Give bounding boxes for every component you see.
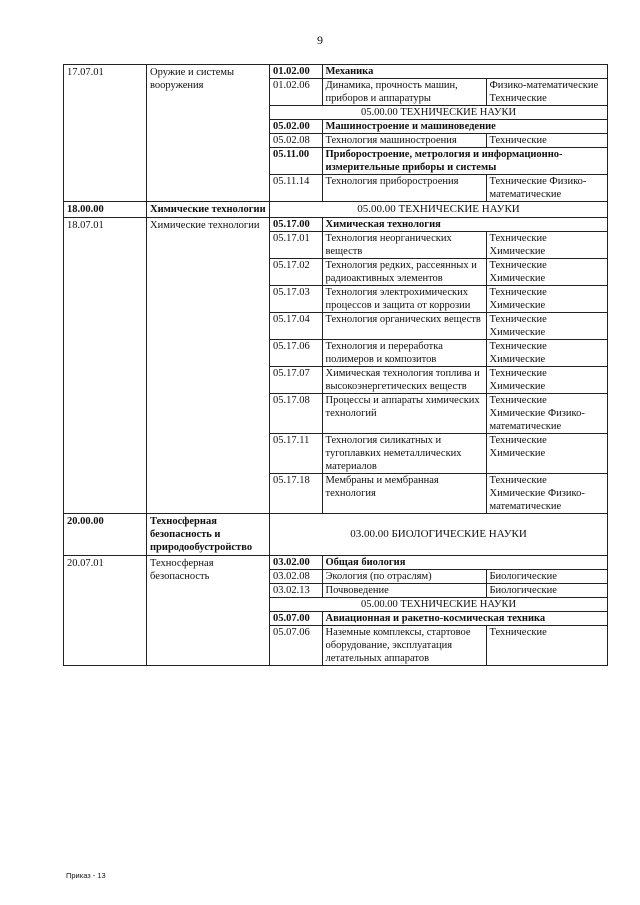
sub-row [270,79,607,106]
sub-code: 01.02.00 [270,65,322,79]
row-name: Химические технологии [147,202,270,218]
sub-code: 03.02.00 [270,556,322,570]
table-row [64,556,608,666]
sub-code: 03.02.08 [270,570,322,584]
row-code: 18.07.01 [64,218,147,514]
sub-row [270,286,607,313]
sub-row [270,175,607,202]
sub-code: 05.17.11 [270,434,322,474]
sub-field: Технические Химические [486,340,607,367]
page-number: 9 [317,33,323,47]
sub-row [270,259,607,286]
sub-row [270,232,607,259]
subtable [270,556,607,665]
sub-row [270,570,607,584]
sub-name: Экология (по отраслям) [322,570,486,584]
sub-row [270,65,607,79]
sub-row [270,218,607,232]
sub-code: 05.17.06 [270,340,322,367]
sub-field: Технические Химические [486,313,607,340]
sub-code: 05.07.00 [270,612,322,626]
subtable [270,218,607,513]
sub-row [270,367,607,394]
sub-code: 05.17.08 [270,394,322,434]
table-row [64,514,608,556]
sub-row [270,340,607,367]
sub-code: 05.11.14 [273,176,310,187]
row-name: Техносферная безопасность [147,556,270,666]
sub-field: Технические Химические Физико-математические [486,474,607,514]
sub-field: Технические Химические [486,367,607,394]
sub-field: Биологические [486,584,607,598]
sub-row [270,148,607,175]
section-heading: 05.00.00 ТЕХНИЧЕСКИЕ НАУКИ [270,598,607,612]
table-row [64,218,608,514]
sub-row [270,474,607,514]
sub-name: Почвоведение [322,584,486,598]
subtable [270,65,607,201]
row-code: 18.00.00 [64,202,147,218]
sub-row [270,626,607,666]
sub-field: Технические Химические Физико-математические [486,394,607,434]
sub-field: Технические Химические [486,232,607,259]
sub-name: Технология электрохимических процессов и защита от коррозии [322,286,486,313]
sub-code: 05.17.07 [270,367,322,394]
footer-label: Приказ - 13 [66,871,106,880]
sub-field: Технические Физико-математические [486,175,607,202]
sub-code: 05.07.06 [273,627,310,638]
sub-row [270,120,607,134]
sub-name: Машиностроение и машиноведение [322,120,607,134]
sub-code: 05.11.00 [270,148,322,175]
sub-name: Технология силикатных и тугоплавких неметаллических материалов [322,434,486,474]
section-row [270,598,607,612]
row-code: 17.07.01 [64,65,147,202]
sub-field: Физико-математические Технические [486,79,607,106]
sub-code: 05.02.00 [270,120,322,134]
sub-name: Технология органических веществ [322,313,486,340]
sub-row [270,612,607,626]
sub-field: Биологические [486,570,607,584]
sub-row [270,556,607,570]
sub-code: 05.17.00 [270,218,322,232]
sub-name: Технология машиностроения [322,134,486,148]
sub-name: Технология и переработка полимеров и композитов [322,340,486,367]
sub-name: Мембраны и мембранная технология [322,474,486,514]
sub-code: 05.17.18 [273,475,310,486]
sub-name: Наземные комплексы, стартовое оборудование, эксплуатация летательных аппаратов [322,626,486,666]
row-name: Техносферная безопасность и природообустройство [147,514,270,556]
sub-code: 01.02.06 [270,79,322,106]
sub-name: Общая биология [322,556,607,570]
section-row [270,106,607,120]
sub-name: Химическая технология топлива и высокоэнергетических веществ [322,367,486,394]
section-heading: 03.00.00 БИОЛОГИЧЕСКИЕ НАУКИ [270,514,608,556]
sub-row [270,434,607,474]
sub-code: 05.02.08 [270,134,322,148]
sub-name: Процессы и аппараты химических технологий [322,394,486,434]
sub-row [270,313,607,340]
sub-code: 05.17.03 [270,286,322,313]
sub-field: Технические Химические [486,434,607,474]
sub-name: Механика [322,65,607,79]
sub-code: 05.17.01 [270,232,322,259]
sub-row [270,394,607,434]
sub-name: Технология неорганических веществ [322,232,486,259]
table-row [64,65,608,202]
sub-row [270,584,607,598]
sub-name: Химическая технология [322,218,607,232]
row-name: Химические технологии [147,218,270,514]
sub-row [270,134,607,148]
specialties-table [63,64,608,666]
sub-code: 05.17.02 [270,259,322,286]
sub-field: Технические Химические [486,286,607,313]
section-heading: 05.00.00 ТЕХНИЧЕСКИЕ НАУКИ [270,202,608,218]
sub-field: Технические [486,626,607,666]
row-name: Оружие и системы вооружения [147,65,270,202]
row-code: 20.00.00 [64,514,147,556]
sub-code: 05.17.04 [270,313,322,340]
table-row [64,202,608,218]
section-heading: 05.00.00 ТЕХНИЧЕСКИЕ НАУКИ [270,106,607,120]
row-code: 20.07.01 [64,556,147,666]
sub-code: 03.02.13 [270,584,322,598]
sub-field: Технические Химические [486,259,607,286]
sub-name: Технология приборостроения [322,175,486,202]
sub-name: Динамика, прочность машин, приборов и аппаратуры [322,79,486,106]
sub-name: Авиационная и ракетно-космическая техника [322,612,607,626]
sub-field: Технические [486,134,607,148]
sub-name: Технология редких, рассеянных и радиоактивных элементов [322,259,486,286]
sub-name: Приборостроение, метрология и информационно-измерительные приборы и системы [322,148,607,175]
